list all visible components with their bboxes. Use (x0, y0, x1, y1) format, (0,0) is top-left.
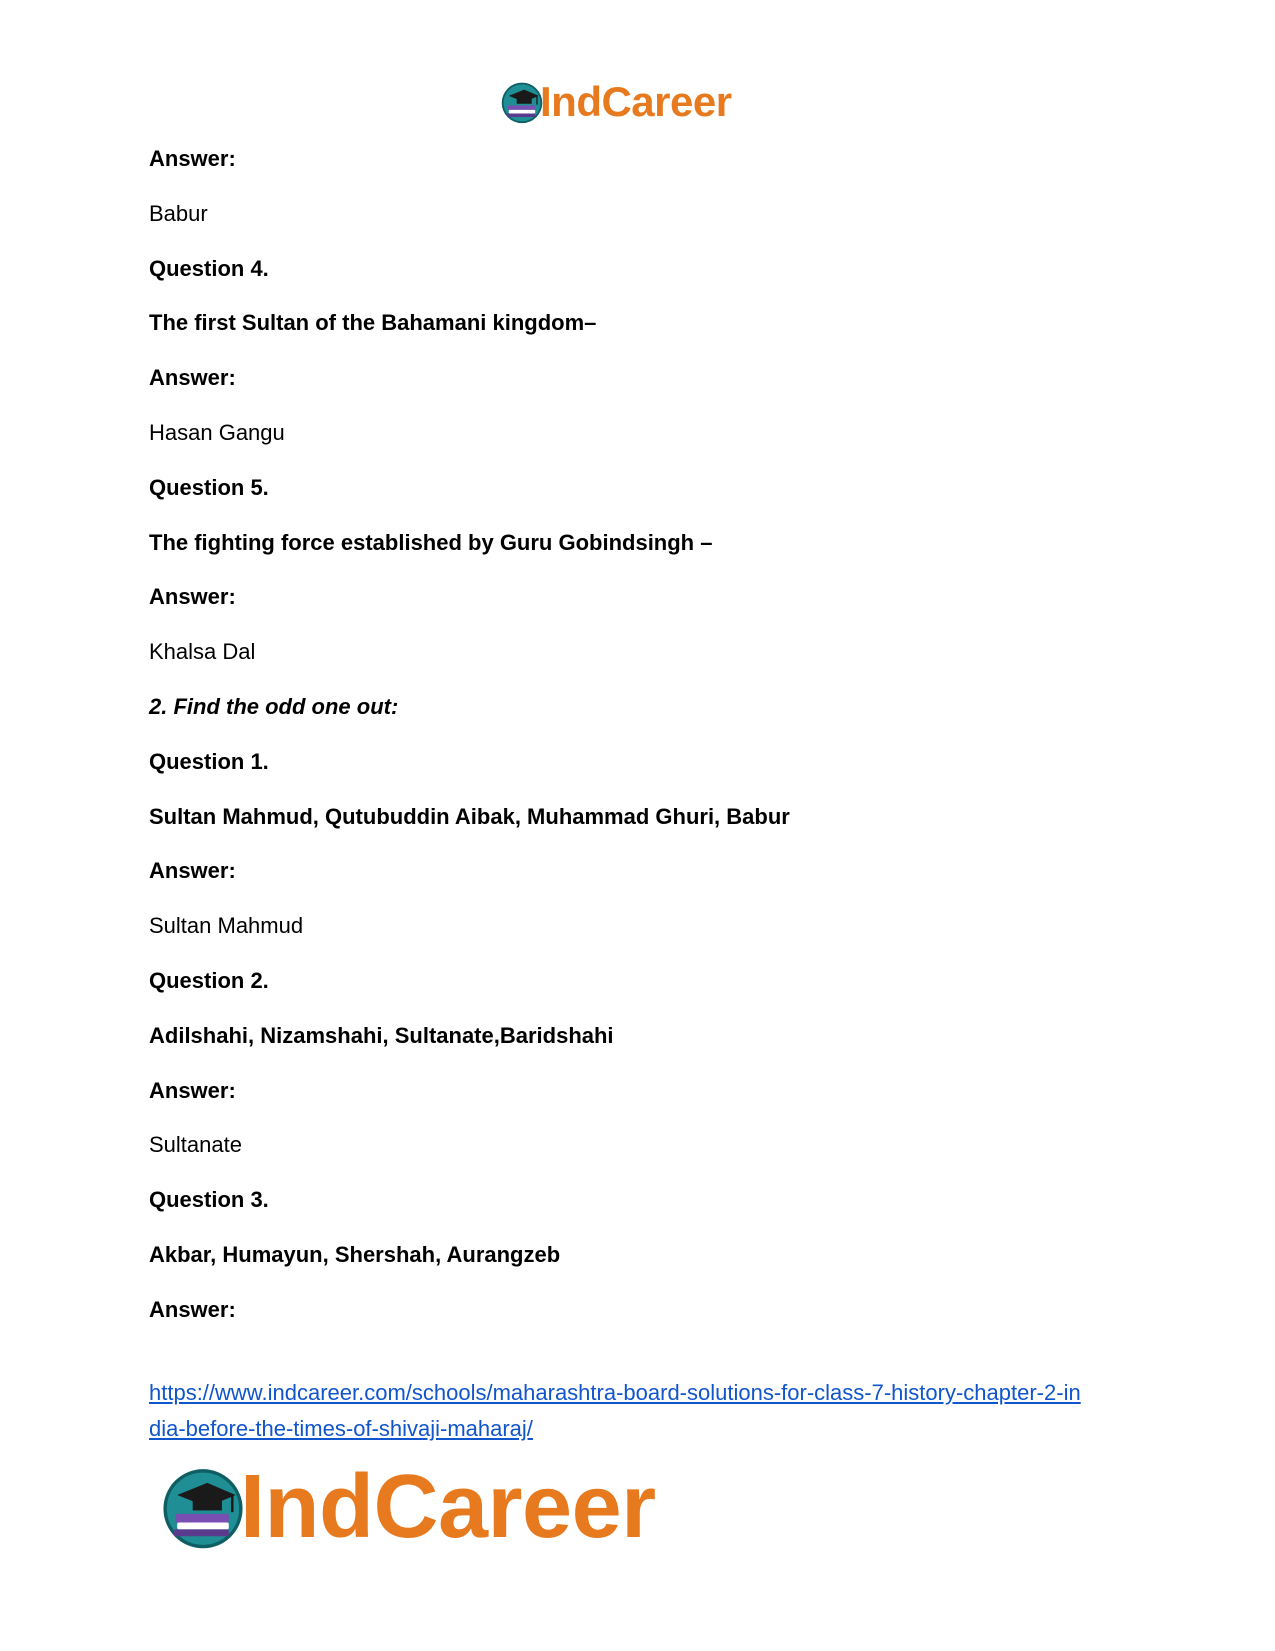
question-text: Sultan Mahmud, Qutubuddin Aibak, Muhammad Ghuri, Babur (149, 803, 790, 829)
header-logo (500, 80, 732, 124)
graduation-book-icon (500, 80, 544, 124)
answer-text: Hasan Gangu (149, 419, 285, 445)
section-heading: 2. Find the odd one out: (149, 693, 399, 719)
graduation-book-icon (160, 1464, 246, 1550)
question-text: The first Sultan of the Bahamani kingdom– (149, 310, 597, 336)
question-text: The fighting force established by Guru Gobindsingh – (149, 529, 713, 555)
answer-label: Answer: (149, 1077, 236, 1103)
answer-text: Sultanate (149, 1132, 242, 1158)
question-number: Question 3. (149, 1187, 269, 1213)
answer-label: Answer: (149, 584, 236, 610)
footer-logo (160, 1457, 656, 1557)
question-text: Adilshahi, Nizamshahi, Sultanate,Baridshahi (149, 1022, 614, 1048)
answer-text: Babur (149, 200, 208, 226)
answer-text: Sultan Mahmud (149, 913, 304, 939)
answer-label: Answer: (149, 1296, 236, 1322)
question-text: Akbar, Humayun, Shershah, Aurangzeb (149, 1241, 561, 1267)
answer-label: Answer: (149, 858, 236, 884)
brand-name: IndCareer (540, 78, 732, 125)
question-number: Question 2. (149, 967, 269, 993)
question-number: Question 4. (149, 255, 269, 281)
question-number: Question 5. (149, 474, 269, 500)
answer-label: Answer: (149, 365, 236, 391)
answer-text: Khalsa Dal (149, 639, 256, 665)
answer-label: Answer: (149, 146, 236, 171)
source-link-line-1[interactable]: https://www.indcareer.com/schools/maharashtra-board-solutions-for-class-7-history-chapter-2-in (149, 1380, 1081, 1405)
source-link[interactable] (149, 1375, 1149, 1447)
brand-name: IndCareer (240, 1457, 656, 1557)
document-body (149, 143, 1149, 1349)
question-number: Question 1. (149, 748, 269, 774)
source-link-line-2[interactable]: dia-before-the-times-of-shivaji-maharaj/ (149, 1416, 533, 1441)
